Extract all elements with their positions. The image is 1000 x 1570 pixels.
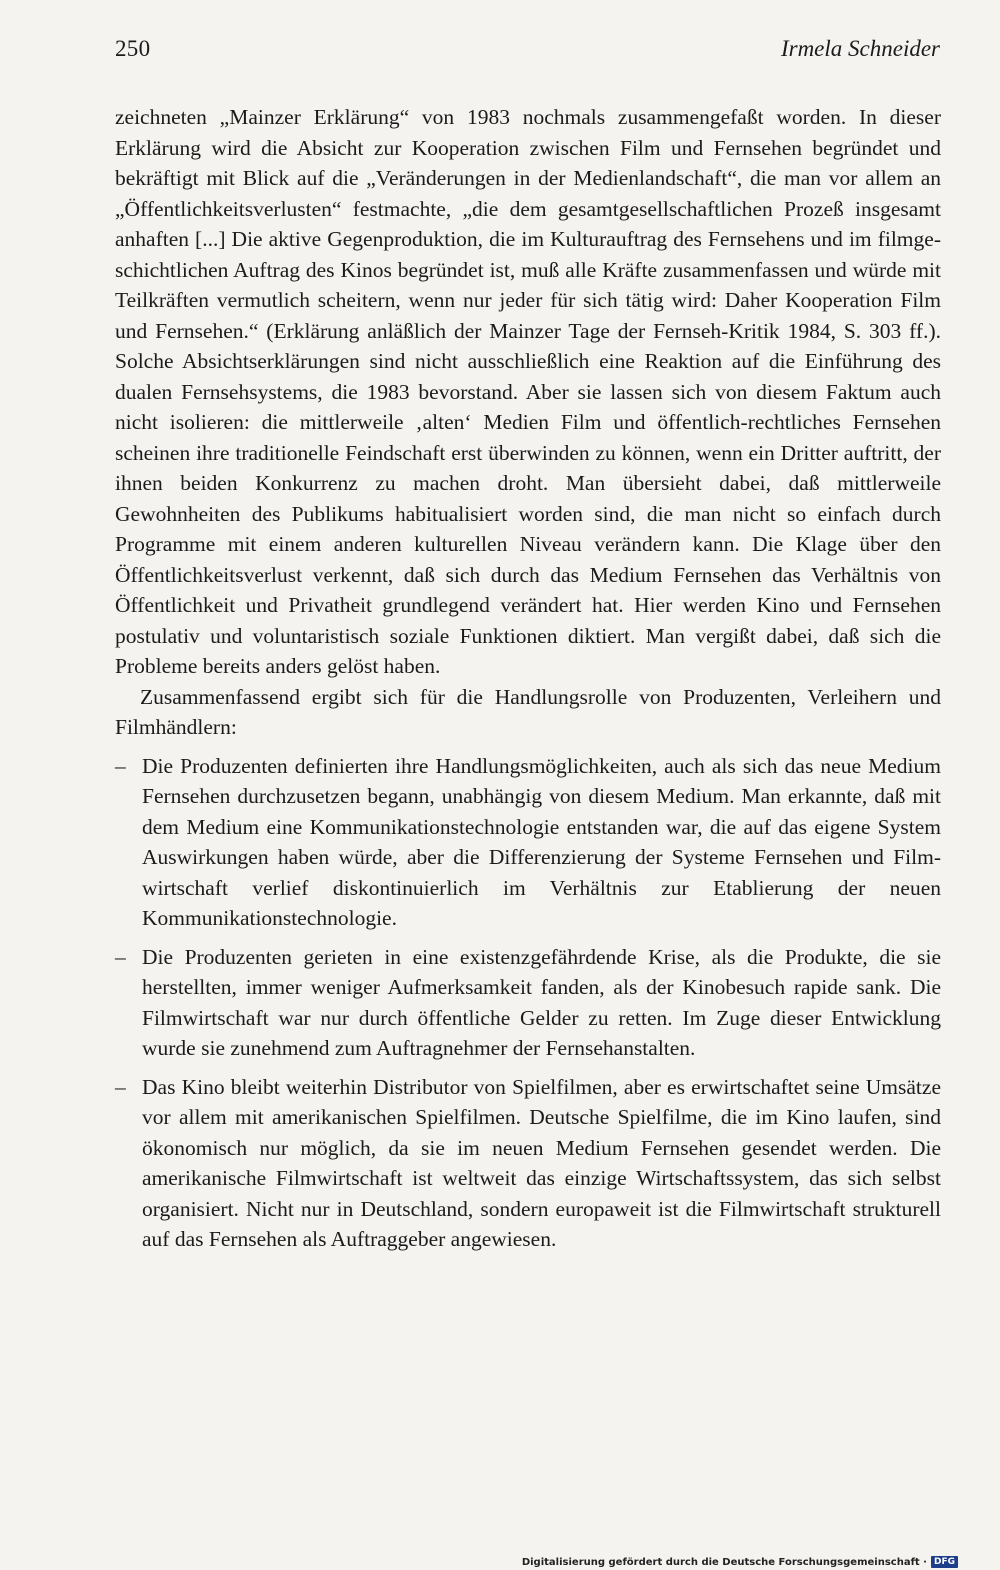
- bullet-text: Die Produzenten gerieten in eine existenzgefährdende Krise, als die Produkte, die sie herstellten, immer weniger Aufmerksamkeit fanden, als der Kinobesuch rapide sank. Die Filmwirtschaft war nur durch öffentliche Gelder zu retten. Im Zuge dieser Entwicklung wurde sie zunehmend zum Auftragnehmer der Fernsehanstalten.: [142, 944, 941, 1060]
- bullet-text: Die Produzenten definierten ihre Handlungsmöglichkeiten, auch als sich das neue Medium Fernsehen durchzusetzen begann, unabhängig von diesem Medium. Man erkannte, daß mit dem Medium eine Kommunikationstechnologie entstanden war, die auf das eigene System Auswirkungen haben würde, aber die Differenzierung der Systeme Fernsehen und Filmwirtschaft verlief diskontinuierlich im Verhältnis zur Etablierung der neuen Kommunikationstechnologie.: [142, 753, 941, 930]
- dash-bullet: –: [115, 1074, 126, 1099]
- body-paragraph: Zusammenfassend ergibt sich für die Handlungsrolle von Produzenten, Verleihern und Filmhändlern:: [115, 684, 941, 739]
- bullet-text: Das Kino bleibt weiterhin Distributor von Spielfilmen, aber es erwirtschaftet seine Umsätze vor allem mit amerikanischen Spielfilmen. Deutsche Spielfilme, die im Kino laufen, sind ökonomisch nur möglich, da sie im neuen Medium Fernsehen gesendet werden. Die amerikanische Filmwirtschaft ist weltweit das einzige Wirtschaftssystem, das sich selbst organisiert. Nicht nur in Deutschland, sondern europaweit ist die Filmwirtschaft strukturell auf das Fernsehen als Auftraggeber angewiesen.: [142, 1074, 941, 1251]
- footer-text: Digitalisierung gefördert durch die Deutsche Forschungsgemeinschaft ·: [521, 1556, 927, 1568]
- dfg-logo: DFG: [931, 1556, 958, 1568]
- bullet-item: [115, 942, 941, 1064]
- bullet-item: [115, 1072, 941, 1255]
- bullet-list: [115, 751, 941, 1255]
- body-text: [115, 102, 941, 1263]
- page-number: 250: [115, 36, 151, 61]
- running-head-author: Irmela Schneider: [780, 36, 940, 61]
- body-paragraph: zeichneten „Mainzer Erklärung“ von 1983 nochmals zusammengefaßt worden. In dieser Erklärung wird die Absicht zur Kooperation zwischen Film und Fernsehen begründet und bekräftigt mit Blick auf die „Veränderungen in der Medienlandschaft“, die man vor allem an „Öffentlichkeitsverlusten“ festmachte, „die dem gesamtgesellschaftlichen Prozeß insgesamt anhaften [...] Die aktive Gegenproduktion, die im Kulturauftrag des Fernsehens und im filmgeschichtlichen Auftrag des Kinos begründet ist, muß alle Kräfte zusammenfassen und würde mit Teilkräften vermutlich scheitern, wenn nur jeder für sich tätig wird: Daher Kooperation Film und Fernsehen.“ (Erklärung anläßlich der Mainzer Tage der Fernseh-Kritik 1984, S. 303 ff.). Solche Absichtserklärungen sind nicht ausschließlich eine Reaktion auf die Einführung des dualen Fernsehsystems, die 1983 bevorstand. Aber sie lassen sich von diesem Faktum auch nicht isolieren: die mittlerweile ‚alten‘ Medien Film und öffentlich-rechtliches Fernsehen scheinen ihre traditionelle Feindschaft erst überwinden zu können, wenn ein Dritter auftritt, der ihnen beiden Konkurrenz zu machen droht. Man übersieht dabei, daß mittlerweile Gewohnheiten des Publikums habitualisiert worden sind, die man nicht so einfach durch Programme mit einem anderen kulturellen Niveau verändern kann. Die Klage über den Öffentlichkeitsverlust verkennt, daß sich durch das Medium Fernsehen das Verhältnis von Öffentlichkeit und Privatheit grundlegend verändert hat. Hier werden Kino und Fernsehen postulativ und voluntaristisch soziale Funktionen diktiert. Man vergißt dabei, daß sich die Probleme bereits anders gelöst haben.: [115, 105, 941, 678]
- dash-bullet: –: [115, 753, 126, 778]
- bullet-item: [115, 751, 941, 934]
- digitization-footer: [522, 1556, 958, 1568]
- dash-bullet: –: [115, 944, 126, 969]
